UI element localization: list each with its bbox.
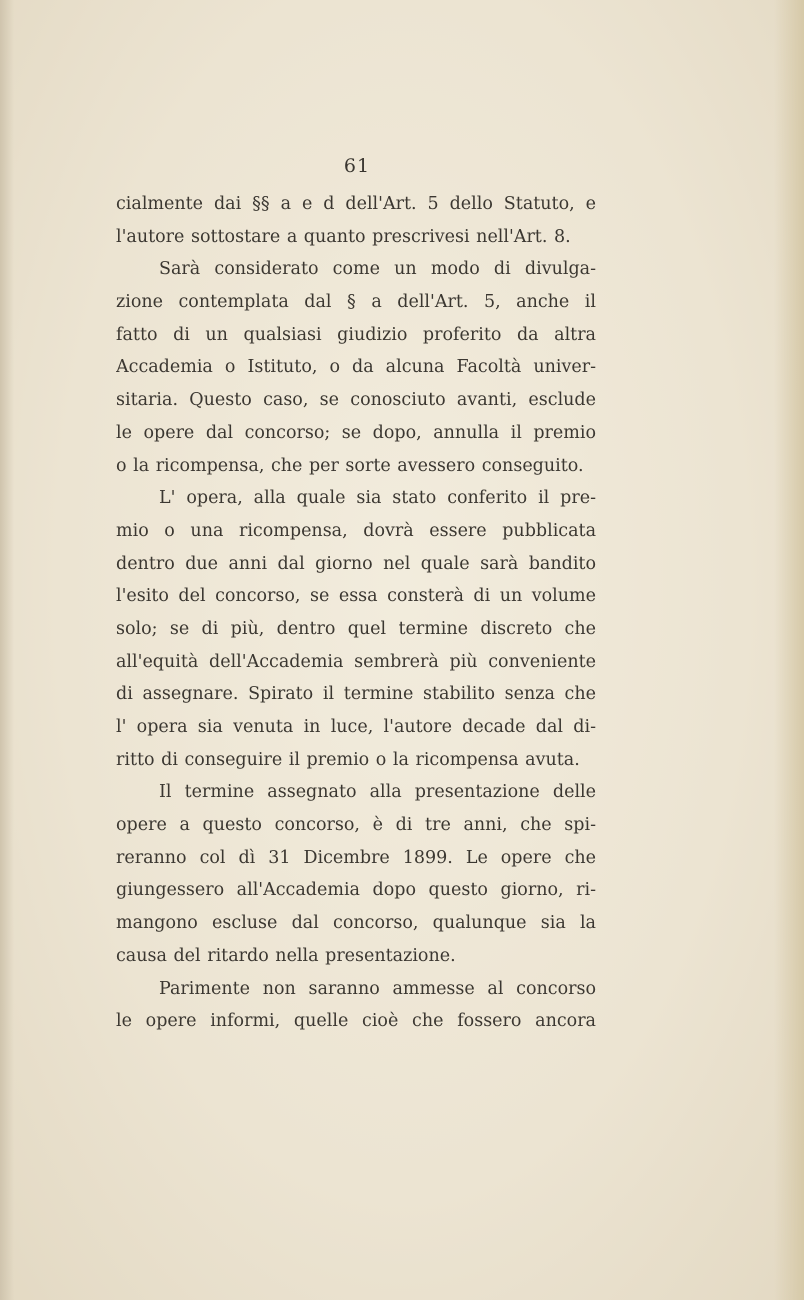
text-line: ritto di conseguire il premio o la ricompensa avuta. xyxy=(116,749,580,770)
text-line: l' opera sia venuta in luce, l'autore decade dal di- xyxy=(116,717,596,737)
text-line: cialmente dai §§ a e d dell'Art. 5 dello Statuto, e xyxy=(116,194,596,214)
text-line: di assegnare. Spirato il termine stabilito senza che xyxy=(116,684,596,705)
text-line: Sarà considerato come un modo di divulga- xyxy=(159,259,596,280)
text-line: le opere dal concorso; se dopo, annulla il premio xyxy=(116,422,596,443)
text-line: Accademia o Istituto, o da alcuna Facoltà univer- xyxy=(116,357,596,378)
text-line: mio o una ricompensa, dovrà essere pubblicata xyxy=(116,520,596,541)
text-line: Parimente non saranno ammesse al concorso xyxy=(159,978,596,999)
text-line: le opere informi, quelle cioè che fossero ancora xyxy=(116,1011,596,1032)
text-line: mangono escluse dal concorso, qualunque sia la xyxy=(116,913,596,934)
text-line: all'equità dell'Accademia sembrerà più conveniente xyxy=(116,651,596,672)
text-line: reranno col dì 31 Dicembre 1899. Le opere che xyxy=(116,847,596,868)
text-line: Il termine assegnato alla presentazione delle xyxy=(159,782,596,803)
text-line: l'esito del concorso, se essa consterà di un volume xyxy=(116,586,596,607)
text-line: causa del ritardo nella presentazione. xyxy=(116,945,456,966)
text-line: solo; se di più, dentro quel termine discreto che xyxy=(116,618,596,639)
text-line: giungessero all'Accademia dopo questo giorno, ri- xyxy=(116,880,596,901)
text-line: o la ricompensa, che per sorte avessero conseguito. xyxy=(116,455,584,476)
text-line: sitaria. Questo caso, se conosciuto avanti, esclude xyxy=(116,390,596,411)
text-line: zione contemplata dal § a dell'Art. 5, anche il xyxy=(116,292,596,313)
text-line: opere a questo concorso, è di tre anni, che spi- xyxy=(116,815,596,836)
page-right-edge-shadow xyxy=(774,0,804,1300)
page-left-edge-shadow xyxy=(0,0,14,1300)
text-line: dentro due anni dal giorno nel quale sarà bandito xyxy=(116,553,596,574)
page-number: 61 xyxy=(343,155,371,177)
text-line: l'autore sottostare a quanto prescrivesi nell'Art. 8. xyxy=(116,226,571,247)
text-line: fatto di un qualsiasi giudizio proferito da altra xyxy=(116,324,596,345)
text-line: L' opera, alla quale sia stato conferito il pre- xyxy=(159,488,596,509)
body-text xyxy=(116,188,596,1038)
